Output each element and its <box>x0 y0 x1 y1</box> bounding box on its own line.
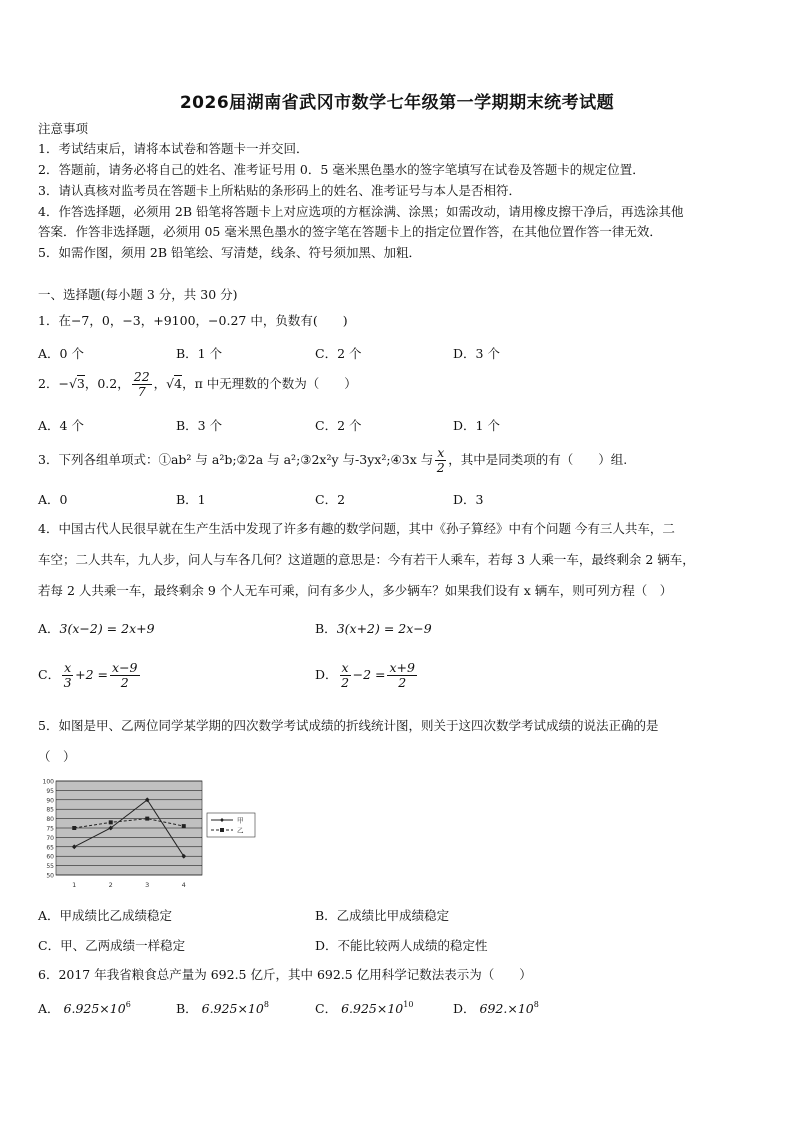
q4-option-c-label: C． <box>38 667 61 682</box>
q3-option-d: D．3 <box>453 492 484 507</box>
y-tick-label: 60 <box>46 853 54 861</box>
sqrt-symbol: √ <box>166 376 175 391</box>
notice-item: 5．如需作图，须用 2B 铅笔绘、写清楚，线条、符号须加黑、加粗． <box>38 245 422 260</box>
question-6-stem: 6．2017 年我省粮食总产量为 692.5 亿斤，其中 692.5 亿用科学记数法表示为（ ） <box>38 967 532 982</box>
q4-option-a <box>38 619 155 637</box>
q3-tail: ，其中是同类项的有（ ）组. <box>448 452 628 467</box>
q2-option-c: C．2 个 <box>315 418 362 433</box>
y-tick-label: 90 <box>46 797 54 805</box>
q4-option-d-label: D． <box>315 667 338 682</box>
q1-option-a: A．0 个 <box>38 346 84 361</box>
q2-mid: ，0.2， <box>84 376 130 391</box>
frac-num: x+9 <box>389 660 415 675</box>
notice-item: 3．请认真核对监考员在答题卡上所粘贴的条形码上的姓名、准考证号与本人是否相符． <box>38 183 521 198</box>
q4-option-c <box>38 661 142 690</box>
frac-den: 2 <box>120 675 129 690</box>
q6-option-d <box>453 999 539 1017</box>
q6-option-b <box>176 999 269 1017</box>
q6-option-base: 6.925×10 <box>201 1001 264 1016</box>
q6-option-label: D． <box>453 1001 476 1016</box>
q4-option-a-expr: 3(x−2) = 2x+9 <box>59 621 155 636</box>
frac-den: 2 <box>398 675 407 690</box>
y-tick-label: 95 <box>46 787 54 795</box>
q4-option-a-label: A． <box>38 621 60 636</box>
y-tick-label: 70 <box>46 834 54 842</box>
q4d-frac1 <box>340 661 351 690</box>
q4d-mid: −2 = <box>352 667 386 682</box>
q2-frac-num: 22 <box>133 369 150 384</box>
legend-box <box>207 813 255 837</box>
q6-option-base: 692.×10 <box>479 1001 534 1016</box>
question-4-line: 若每 2 人共乘一车，最终剩余 9 个人无车可乘，问有多少人，多少辆车？如果我们设有 x 辆车，则可列方程（ ） <box>38 583 673 598</box>
notice-item: 1．考试结束后，请将本试卷和答题卡一并交回． <box>38 141 309 156</box>
frac-num: x−9 <box>112 660 138 675</box>
q1-option-d: D．3 个 <box>453 346 500 361</box>
x-tick-label: 2 <box>108 881 113 889</box>
q3-option-b: B．1 <box>176 492 206 507</box>
q4c-frac1 <box>62 661 73 690</box>
q6-option-label: B． <box>176 1001 198 1016</box>
q2-number: 2． <box>38 376 59 391</box>
q3-frac-num: x <box>437 445 445 460</box>
q3-option-a: A．0 <box>38 492 68 507</box>
y-tick-label: 75 <box>46 825 54 833</box>
q4-option-d <box>315 661 419 690</box>
q4-option-b-label: B． <box>315 621 337 636</box>
q3-stem: 3．下列各组单项式：①ab² 与 a²b;②2a 与 a²;③2x²y 与-3yx²;④3x 与 <box>38 452 434 467</box>
question-5-stem: 5．如图是甲、乙两位同学某学期的四次数学考试成绩的折线统计图，则关于这四次数学考试成绩的说法正确的是 <box>38 718 659 733</box>
legend-label: 乙 <box>237 826 244 835</box>
q2-option-a: A．4 个 <box>38 418 84 433</box>
y-tick-label: 85 <box>46 806 54 814</box>
section-heading: 一、选择题(每小题 3 分，共 30 分) <box>38 287 238 302</box>
q4-option-b-expr: 3(x+2) = 2x−9 <box>336 621 432 636</box>
line-chart <box>36 775 266 895</box>
q6-option-label: C． <box>315 1001 338 1016</box>
q6-option-a <box>38 999 131 1017</box>
y-tick-label: 65 <box>46 844 54 852</box>
q3-fraction <box>435 446 446 475</box>
q2-neg: − <box>58 376 69 391</box>
q6-option-base: 6.925×10 <box>341 1001 404 1016</box>
data-point-series-2 <box>145 817 149 821</box>
sqrt-symbol: √ <box>68 376 77 391</box>
q1-option-c: C．2 个 <box>315 346 362 361</box>
y-tick-label: 55 <box>46 863 54 871</box>
q4c-mid: +2 = <box>75 667 109 682</box>
question-5-paren: （ ） <box>38 749 76 764</box>
q5-option-a: A．甲成绩比乙成绩稳定 <box>38 908 173 923</box>
page-title: 2026届湖南省武冈市数学七年级第一学期期末统考试题 <box>179 93 615 113</box>
x-tick-label: 4 <box>181 881 186 889</box>
q4-option-b <box>315 619 432 637</box>
x-tick-label: 1 <box>72 881 77 889</box>
y-tick-label: 100 <box>42 778 54 786</box>
y-tick-label: 50 <box>46 872 54 880</box>
x-tick-label: 3 <box>145 881 150 889</box>
q5-option-c: C．甲、乙两成绩一样稳定 <box>38 938 186 953</box>
frac-den: 2 <box>341 675 350 690</box>
frac-num: x <box>341 660 349 675</box>
q2-option-b: B．3 个 <box>176 418 223 433</box>
notice-heading: 注意事项 <box>38 121 89 136</box>
q6-option-exp: 8 <box>263 1000 269 1009</box>
q6-option-exp: 6 <box>125 1000 131 1009</box>
q2-tail: ，π 中无理数的个数为（ ） <box>182 376 357 391</box>
question-1-stem: 1．在−7，0，−3，+9100，−0.27 中，负数有( ) <box>38 313 348 328</box>
data-point-series-2 <box>109 820 113 824</box>
q4c-frac2 <box>110 661 139 690</box>
q1-option-b: B．1 个 <box>176 346 223 361</box>
q4d-frac2 <box>387 661 416 690</box>
notice-item: 答案．作答非选择题，必须用 05 毫米黑色墨水的签字笔在答题卡上的指定位置作答，在其他位置作答一律无效． <box>38 224 662 239</box>
q2-sqrt3: 3 <box>76 376 85 391</box>
question-4-line: 车空；二人共车，九人步，问人与车各几何？这道题的意思是：今有若干人乘车，若每 3 人乘一车，最终剩余 2 辆车， <box>38 552 695 567</box>
frac-num: x <box>64 660 72 675</box>
y-tick-label: 80 <box>46 816 54 824</box>
question-3-stem <box>38 446 627 475</box>
notice-item: 4．作答选择题，必须用 2B 铅笔将答题卡上对应选项的方框涂满、涂黑；如需改动，请用橡皮擦干净后，再选涂其他 <box>38 204 684 219</box>
data-point-series-2 <box>72 826 76 830</box>
legend-label: 甲 <box>237 816 244 825</box>
q6-option-exp: 10 <box>403 1000 414 1009</box>
q6-option-exp: 8 <box>533 1000 539 1009</box>
q3-option-c: C．2 <box>315 492 346 507</box>
q6-option-label: A． <box>38 1001 60 1016</box>
q6-option-c <box>315 999 413 1017</box>
q5-option-d: D．不能比较两人成绩的稳定性 <box>315 938 488 953</box>
q2-sqrt4: 4 <box>174 376 183 391</box>
q5-option-b: B．乙成绩比甲成绩稳定 <box>315 908 450 923</box>
q6-option-base: 6.925×10 <box>63 1001 126 1016</box>
data-point-series-2 <box>182 824 186 828</box>
question-2-stem: 2．−√3，0.2， $\frac{22}{7}$ ，√4，π 中无理数的个数为（ ） <box>38 369 357 399</box>
frac-den: 3 <box>63 675 72 690</box>
q2-frac-den: 7 <box>137 384 146 399</box>
q2-fraction <box>132 370 152 399</box>
legend-marker <box>220 828 224 832</box>
question-4-line: 4．中国古代人民很早就在生产生活中发现了许多有趣的数学问题，其中《孙子算经》中有个问题 今有三人共车，二 <box>38 521 675 536</box>
q2-option-d: D．1 个 <box>453 418 500 433</box>
notice-item: 2．答题前，请务必将自己的姓名、准考证号用 0．5 毫米黑色墨水的签字笔填写在试卷及答题卡的规定位置． <box>38 162 645 177</box>
q3-frac-den: 2 <box>436 460 445 475</box>
